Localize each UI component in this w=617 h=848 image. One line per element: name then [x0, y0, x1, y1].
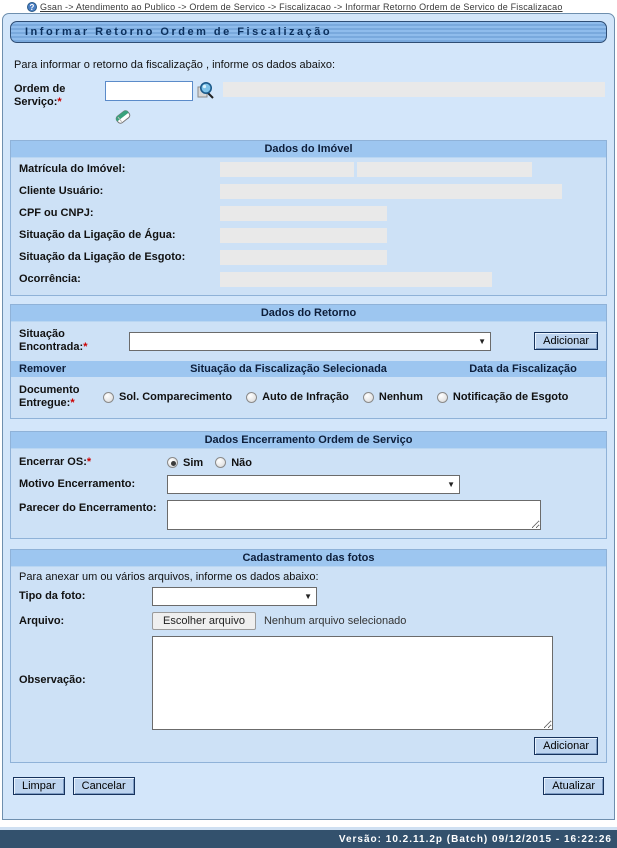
- fotos-intro: Para anexar um ou vários arquivos, informe os dados abaixo:: [19, 571, 319, 583]
- situacao-esgoto-label: Situação da Ligação de Esgoto:: [19, 251, 186, 263]
- ordem-servico-controls: [105, 81, 610, 132]
- documento-entregue-label-text: Documento Entregue:: [19, 384, 80, 409]
- limpar-button[interactable]: Limpar: [13, 777, 65, 795]
- situacao-esgoto-field: [220, 250, 387, 265]
- row-arquivo: [11, 609, 606, 633]
- radio-icon-checked[interactable]: [167, 457, 178, 468]
- matricula-field-1: [220, 162, 354, 177]
- eraser-icon[interactable]: [113, 107, 610, 132]
- section-encerramento: [10, 431, 607, 539]
- radio-nenhum[interactable]: [363, 391, 423, 403]
- tipo-foto-label: Tipo da foto:: [19, 590, 86, 602]
- col-situacao-selecionada: Situação da Fiscalização Selecionada: [190, 363, 387, 375]
- parecer-encerramento-textarea[interactable]: [167, 500, 541, 530]
- radio-icon[interactable]: [103, 392, 114, 403]
- situacao-encontrada-select[interactable]: [129, 332, 491, 351]
- version-text: Versão: 10.2.11.2p (Batch) 09/12/2015 - 16:22:26: [338, 833, 612, 845]
- row-tipo-foto: [11, 583, 606, 609]
- matricula-label: Matrícula do Imóvel:: [19, 163, 126, 175]
- situacao-agua-field: [220, 228, 387, 243]
- row-cpf-cnpj: [11, 202, 606, 224]
- ordem-servico-descricao-field: [223, 82, 605, 97]
- actions-spacer: [135, 777, 544, 795]
- radio-notificacao-esgoto[interactable]: [437, 391, 569, 403]
- col-remover: Remover: [19, 363, 67, 375]
- radio-label: Sim: [183, 456, 204, 469]
- encerrar-os-label: [19, 456, 167, 469]
- search-icon[interactable]: [197, 81, 216, 105]
- parecer-encerramento-label: Parecer do Encerramento:: [19, 502, 157, 514]
- radio-label: Sol. Comparecimento: [119, 391, 233, 403]
- ordem-servico-input[interactable]: [105, 81, 193, 101]
- matricula-field-2: [357, 162, 532, 177]
- section-fotos: [10, 549, 607, 763]
- ocorrencia-field: [220, 272, 492, 287]
- help-icon[interactable]: ?: [27, 2, 37, 12]
- row-observacao: [11, 633, 606, 733]
- row-motivo-encerramento: [11, 472, 606, 497]
- encerrar-os-label-text: Encerrar OS:: [19, 456, 87, 468]
- radio-encerrar-nao[interactable]: [215, 457, 252, 469]
- adicionar-situacao-button[interactable]: Adicionar: [534, 332, 598, 350]
- cpf-cnpj-label: CPF ou CNPJ:: [19, 207, 94, 219]
- section-encerramento-header: Dados Encerramento Ordem de Serviço: [11, 432, 606, 449]
- radio-label: Notificação de Esgoto: [452, 391, 569, 403]
- chevron-down-icon: ▼: [447, 480, 455, 489]
- row-situacao-agua: [11, 224, 606, 246]
- situacao-encontrada-label: [19, 328, 129, 354]
- required-mark: *: [70, 397, 75, 409]
- cliente-usuario-label: Cliente Usuário:: [19, 185, 104, 197]
- row-cliente-usuario: [11, 180, 606, 202]
- cpf-cnpj-field: [220, 206, 387, 221]
- situacao-encontrada-label-text: Situação Encontrada:: [19, 328, 84, 353]
- chevron-down-icon: ▼: [304, 592, 312, 601]
- adicionar-foto-button[interactable]: Adicionar: [534, 737, 598, 755]
- radio-label: Não: [231, 456, 252, 469]
- chevron-down-icon: ▼: [478, 336, 486, 346]
- documento-entregue-options: [103, 391, 568, 403]
- section-dados-retorno: [10, 304, 607, 419]
- row-encerrar-os: [11, 449, 606, 472]
- observacao-label: Observação:: [19, 674, 86, 686]
- arquivo-status-text: Nenhum arquivo selecionado: [263, 615, 407, 627]
- radio-icon[interactable]: [363, 392, 374, 403]
- page-title-bar: [10, 21, 607, 43]
- ordem-servico-label: [14, 81, 105, 132]
- observacao-textarea[interactable]: [152, 636, 553, 730]
- fotos-button-row: [11, 733, 606, 757]
- documento-entregue-label: [19, 384, 103, 410]
- motivo-encerramento-label: Motivo Encerramento:: [19, 478, 136, 490]
- radio-icon[interactable]: [246, 392, 257, 403]
- cancelar-button[interactable]: Cancelar: [73, 777, 135, 795]
- atualizar-button[interactable]: Atualizar: [543, 777, 604, 795]
- radio-icon[interactable]: [215, 457, 226, 468]
- encerrar-os-options: [167, 457, 252, 469]
- radio-auto-infracao[interactable]: [246, 391, 349, 403]
- radio-icon[interactable]: [437, 392, 448, 403]
- intro-text: Para informar o retorno da fiscalização , informe os dados abaixo:: [14, 59, 335, 71]
- footer-bar: [0, 830, 617, 848]
- row-situacao-encontrada: [11, 322, 606, 357]
- main-panel: [2, 13, 615, 820]
- tipo-foto-select[interactable]: [152, 587, 317, 606]
- section-dados-imovel: [10, 140, 607, 296]
- situacao-agua-label: Situação da Ligação de Água:: [19, 229, 176, 241]
- section-dados-retorno-header: Dados do Retorno: [11, 305, 606, 322]
- breadcrumb: [0, 0, 617, 13]
- cliente-usuario-field: [220, 184, 562, 199]
- fiscalizacao-table-header: [11, 361, 606, 377]
- escolher-arquivo-button[interactable]: Escolher arquivo: [152, 612, 256, 630]
- required-mark: *: [83, 341, 88, 353]
- actions-row: [13, 777, 604, 795]
- row-ocorrencia: [11, 268, 606, 290]
- arquivo-label: Arquivo:: [19, 614, 65, 627]
- page-title: Informar Retorno Ordem de Fiscalização: [25, 26, 333, 38]
- section-dados-imovel-header: Dados do Imóvel: [11, 141, 606, 158]
- required-mark: *: [86, 456, 92, 468]
- radio-label: Nenhum: [378, 391, 423, 403]
- col-data-fiscalizacao: Data da Fiscalização: [469, 363, 577, 375]
- row-matricula: [11, 158, 606, 180]
- row-parecer-encerramento: [11, 497, 606, 533]
- motivo-encerramento-select[interactable]: [167, 475, 460, 494]
- radio-label: Auto de Infração: [262, 391, 349, 403]
- row-documento-entregue: [11, 379, 606, 413]
- radio-encerrar-sim[interactable]: [167, 457, 203, 469]
- section-fotos-header: Cadastramento das fotos: [11, 550, 606, 567]
- breadcrumb-links[interactable]: Gsan -> Atendimento ao Publico -> Ordem de Servico -> Fiscalizacao -> Informar Retorno Ordem de Servico de Fiscalizacao: [40, 1, 563, 12]
- required-mark: *: [57, 96, 62, 108]
- row-situacao-esgoto: [11, 246, 606, 268]
- ordem-servico-label-text: Ordem de Serviço:: [14, 83, 66, 108]
- ordem-servico-row: [14, 81, 610, 132]
- radio-sol-comparecimento[interactable]: [103, 391, 232, 403]
- ocorrencia-label: Ocorrência:: [19, 273, 81, 285]
